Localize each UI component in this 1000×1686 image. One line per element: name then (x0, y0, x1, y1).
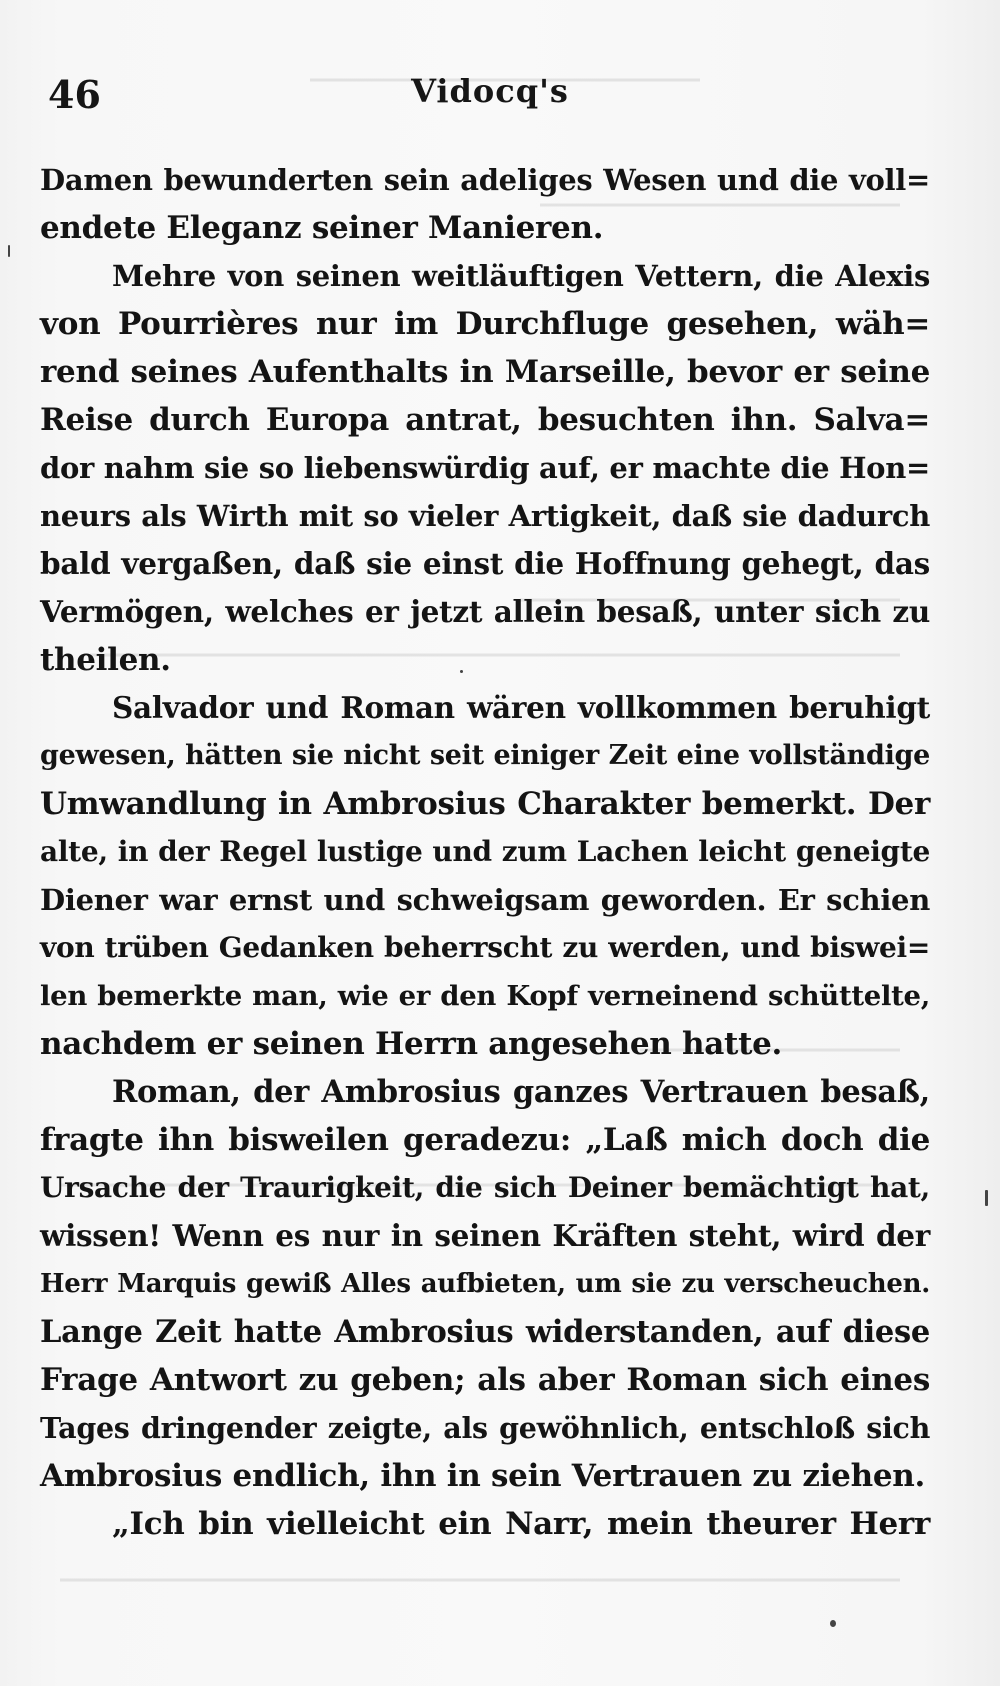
text-line: Vermögen, welches er jetzt allein besaß, unter sich zu (40, 594, 930, 629)
text-line: dor nahm sie so liebenswürdig auf, er machte die Hon= (40, 451, 930, 485)
running-head: Vidocq's (411, 72, 569, 110)
text-line: Mehre von seinen weitläuftigen Vettern, die Alexis (112, 259, 930, 293)
text-line: bald vergaßen, daß sie einst die Hoffnung gehegt, das (40, 546, 930, 581)
text-line: Herr Marquis gewiß Alles aufbieten, um sie zu verscheuchen. (40, 1269, 930, 1299)
text-line: von trüben Gedanken beherrscht zu werden, und biswei= (40, 931, 930, 964)
text-line: rend seines Aufenthalts in Marseille, bevor er seine (40, 354, 930, 390)
page-number: 46 (48, 72, 101, 117)
text-line: Diener war ernst und schweigsam geworden. Er schien (40, 883, 930, 917)
text-line: Lange Zeit hatte Ambrosius widerstanden, auf diese (40, 1314, 930, 1350)
text-line: len bemerkte man, wie er den Kopf verneinend schüttelte, (40, 980, 930, 1012)
text-line: nachdem er seinen Herrn angesehen hatte. (40, 1026, 783, 1062)
text-line: „Ich bin vielleicht ein Narr, mein theurer Herr (112, 1506, 930, 1542)
text-line: Reise durch Europa antrat, besuchten ihn. Salva= (40, 402, 930, 438)
page-header (40, 72, 940, 122)
text-line: Damen bewunderten sein adeliges Wesen und die voll= (40, 163, 930, 197)
text-line: alte, in der Regel lustige und zum Lachen leicht geneigte (40, 835, 930, 868)
text-line: Tages dringender zeigte, als gewöhnlich, entschloß sich (40, 1411, 930, 1445)
text-line: Salvador und Roman wären vollkommen beruhigt (112, 690, 930, 725)
text-line: neurs als Wirth mit so vieler Artigkeit, daß sie dadurch (40, 499, 930, 533)
text-line: wissen! Wenn es nur in seinen Kräften steht, wird der (40, 1218, 930, 1253)
text-line: Umwandlung in Ambrosius Charakter bemerkt. Der (40, 786, 930, 822)
text-line: gewesen, hätten sie nicht seit einiger Zeit eine vollständige (40, 740, 930, 771)
text-line: von Pourrières nur im Durchfluge gesehen, wäh= (40, 306, 930, 342)
text-line: Ambrosius endlich, ihn in sein Vertrauen zu ziehen. (40, 1458, 926, 1494)
text-line: fragte ihn bisweilen geradezu: „Laß mich doch die (40, 1122, 930, 1158)
text-line: Roman, der Ambrosius ganzes Vertrauen besaß, (112, 1074, 930, 1110)
text-line: endete Eleganz seiner Manieren. (40, 210, 604, 246)
text-line: theilen. (40, 642, 171, 678)
text-line: Frage Antwort zu geben; als aber Roman sich eines (40, 1362, 930, 1398)
text-line: Ursache der Traurigkeit, die sich Deiner bemächtigt hat, (40, 1171, 930, 1204)
body-text (40, 156, 930, 1548)
